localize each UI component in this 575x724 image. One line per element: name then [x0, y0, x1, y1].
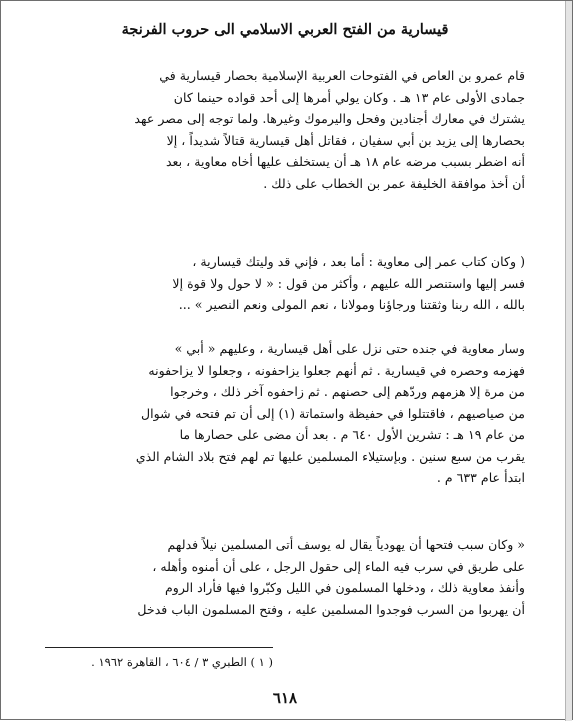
text-line: من عام ١٩ هـ : تشرين الأول ٦٤٠ م . بعد أن مضى على حصارها ما: [179, 427, 525, 442]
scanned-book-page: [45, 19, 525, 709]
text-line: جمادى الأولى عام ١٣ هـ . وكان يولي أمرها إلى أحد قواده حينما كان: [173, 89, 525, 105]
text-line: فسر إليها واستنصر الله عليهم ، وأكثر من قول : « لا حول ولا قوة إلا: [172, 275, 525, 291]
text-line: أن أخذ موافقة الخليفة عمر بن الخطاب على ذلك .: [263, 175, 525, 191]
footnote: ( ١ ) الطبري ٣ / ٦٠٤ ، القاهرة ١٩٦٢ .: [91, 655, 273, 669]
paragraph-1: [45, 65, 525, 194]
paragraph-3: [45, 338, 525, 489]
paragraph-2-quote: [45, 251, 525, 316]
text-line: من مرة إلا هزمهم وردّهم إلى حصنهم . ثم زاحفوه آخر ذلك ، وخرجوا: [170, 384, 525, 399]
text-line: وأنفذ معاوية ذلك ، ودخلها المسلمون في الليل وكبّروا فيها فأراد الروم: [164, 580, 525, 595]
text-line: قام عمرو بن العاص في الفتوحات العربية الإسلامية بحصار قيسارية في: [159, 68, 525, 83]
text-line: بحصارها إلى يزيد بن أبي سفيان ، فقاتل أهل قيسارية قتالاً شديداً ، إلا: [166, 132, 525, 148]
text-line: وسار معاوية في جنده حتى نزل على أهل قيسارية ، وعليهم « أبي »: [174, 341, 525, 356]
text-line: يقرب من سبع سنين . وبإستيلاء المسلمين عليها تم لهم فتح بلاد الشام الذي: [135, 448, 525, 464]
text-line: على طريق في سرب فيه الماء إلى حقول الرجل ، على أن أمنوه وأهله ،: [152, 558, 525, 574]
text-line: فهزمه وحصره في قيسارية . ثم أنهم جعلوا يزاحفونه ، وجعلوا لا يزاحفونه: [148, 362, 525, 378]
scrollbar[interactable]: [565, 1, 572, 721]
page-number: ٦١٨: [272, 689, 298, 707]
text-line: بالله ، الله ربنا وثقتنا ورجاؤنا ومولانا ، نعم المولى ونعم النصير » ...: [178, 297, 525, 312]
text-line: ( وكان كتاب عمر إلى معاوية : أما بعد ، فإني قد وليتك قيسارية ،: [192, 254, 525, 269]
text-line: أن يهربوا من السرب فوجدوا المسلمين عليه ، وفتح المسلمون الباب فدخل: [137, 601, 525, 617]
footnote-divider: [45, 647, 273, 648]
text-line: « وكان سبب فتحها أن يهودياً يقال له يوسف أتى المسلمين نيلاً فدلهم: [167, 537, 525, 552]
paragraph-4: [45, 534, 525, 620]
page-title: قيسارية من الفتح العربي الاسلامي الى حروب الفرنجة: [121, 21, 449, 38]
text-line: من صياصيهم ، فاقتتلوا في حفيظة واستماتة (١) إلى أن تم فتحه في شوال: [141, 405, 525, 421]
text-line: أنه اضطر بسبب مرضه عام ١٨ هـ أن يستخلف عليها أخاه معاوية ، بعد: [165, 154, 525, 169]
text-line: ابتدأ عام ٦٣٣ م .: [436, 470, 525, 485]
text-line: يشترك في معارك أجنادين وفحل واليرموك وغيرها. ولما توجه إلى مصر عهد: [134, 111, 525, 126]
